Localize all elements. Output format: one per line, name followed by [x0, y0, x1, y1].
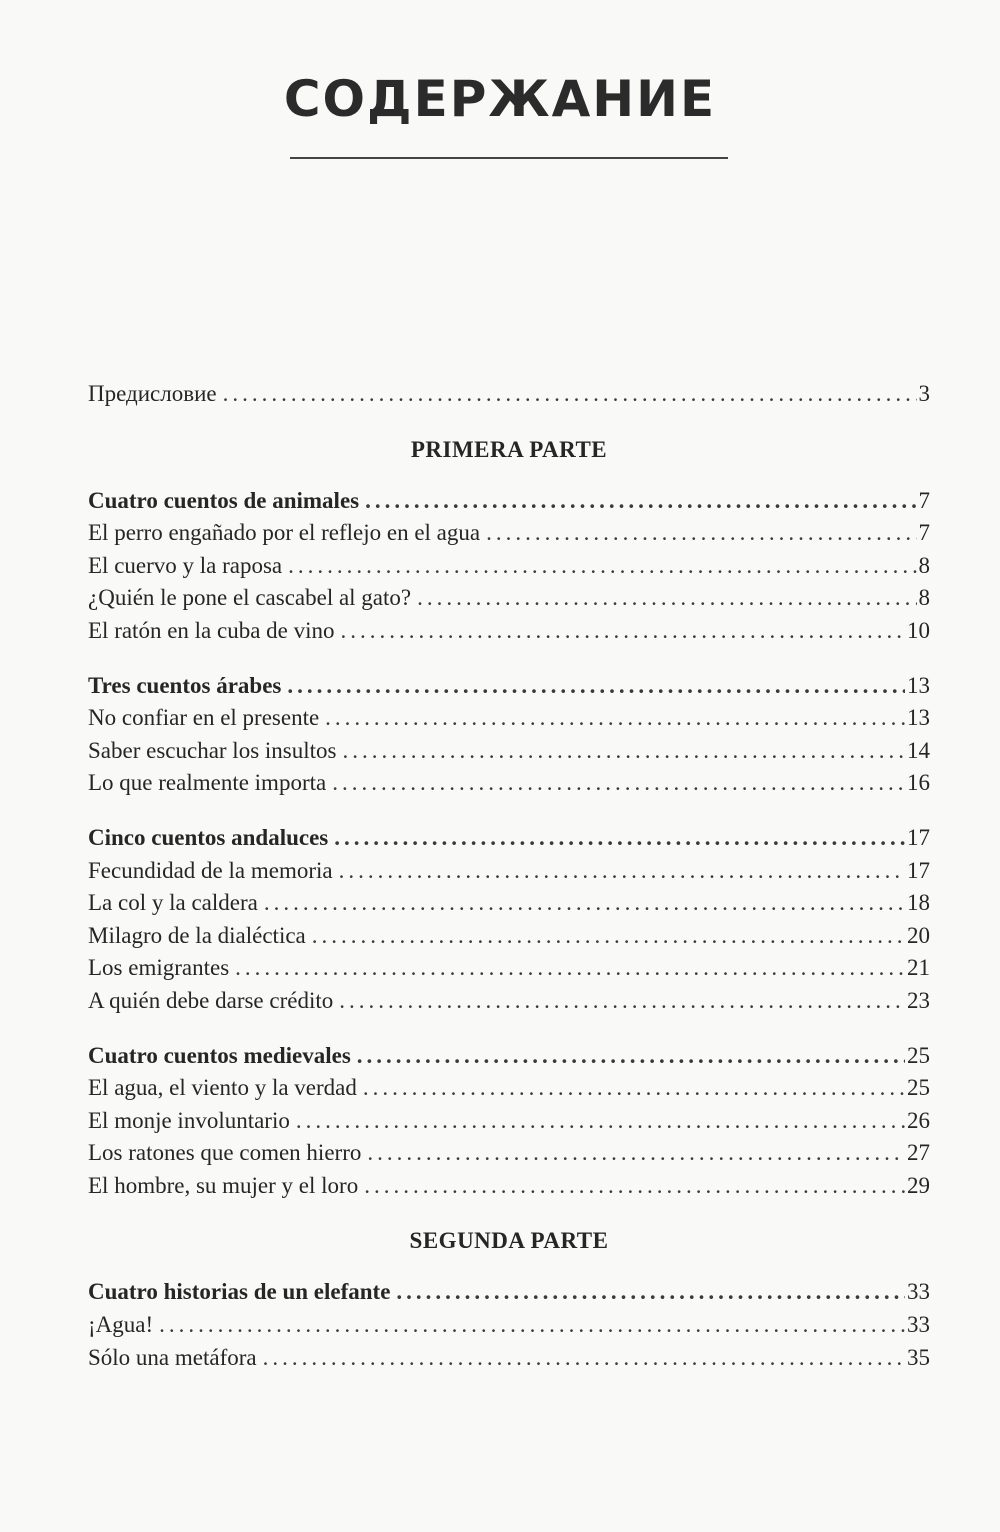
toc-entry-title: Lo que realmente importa [88, 770, 327, 796]
section-spacer [88, 800, 930, 822]
dot-leader [339, 855, 905, 888]
toc-section[interactable] [88, 670, 930, 703]
toc-section-title: Cuatro cuentos medievales [88, 1042, 351, 1068]
toc-entry[interactable] [88, 582, 930, 615]
toc-entry[interactable] [88, 952, 930, 985]
toc-section-title: Cuatro cuentos de animales [88, 487, 360, 513]
dot-leader [264, 887, 905, 920]
toc-entry-page: 25 [907, 1075, 930, 1101]
toc-entry[interactable] [88, 855, 930, 888]
dot-leader [223, 378, 917, 411]
toc-entry-preface[interactable] [88, 378, 930, 411]
dot-leader [312, 920, 905, 953]
toc-entry-page: 10 [907, 617, 930, 643]
toc-entry-title: El cuervo y la raposa [88, 552, 283, 578]
toc-entry[interactable] [88, 985, 930, 1018]
toc-entry-title: Sólo una metáfora [88, 1344, 257, 1370]
dot-leader [296, 1105, 905, 1138]
toc-entry[interactable] [88, 1342, 930, 1375]
dot-leader [363, 1072, 905, 1105]
part-heading: SEGUNDA PARTE [409, 1228, 609, 1254]
toc-entry[interactable] [88, 1072, 930, 1105]
toc-entry-title: Los ratones que comen hierro [88, 1140, 362, 1166]
toc-section-page: 33 [907, 1279, 930, 1305]
section-spacer [88, 1018, 930, 1040]
toc-entry-title: No confiar en el presente [88, 705, 320, 731]
toc-entry-title: El monje involuntario [88, 1107, 290, 1133]
toc-section-title: Cinco cuentos andaluces [88, 824, 329, 850]
toc-section[interactable] [88, 822, 930, 855]
toc-section-page: 25 [907, 1042, 930, 1068]
dot-leader [159, 1309, 905, 1342]
toc-entry[interactable] [88, 1137, 930, 1170]
page-title: СОДЕРЖАНИЕ [283, 70, 717, 128]
dot-leader [365, 485, 916, 518]
dot-leader [339, 985, 905, 1018]
dot-leader [364, 1170, 905, 1203]
toc-entry-page: 18 [907, 890, 930, 916]
toc-entry-page: 35 [907, 1344, 930, 1370]
toc-entry-page: 16 [907, 770, 930, 796]
toc-entry-page: 8 [918, 552, 930, 578]
dot-leader [357, 1040, 905, 1073]
dot-leader [325, 702, 905, 735]
part-heading: PRIMERA PARTE [410, 436, 608, 462]
dot-leader [342, 735, 905, 768]
toc-entry[interactable] [88, 1105, 930, 1138]
toc-entry-title: ¡Agua! [88, 1312, 154, 1338]
toc-entry-page: 14 [907, 737, 930, 763]
toc-entry-page: 27 [907, 1140, 930, 1166]
toc-section-page: 13 [907, 672, 930, 698]
toc-entry-page: 7 [918, 520, 930, 546]
toc-entry-page: 33 [907, 1312, 930, 1338]
table-of-contents [88, 378, 930, 1374]
toc-entry-page: 20 [907, 922, 930, 948]
toc-entry-page: 26 [907, 1107, 930, 1133]
section-spacer [88, 648, 930, 670]
toc-entry-title: Fecundidad de la memoria [88, 857, 333, 883]
toc-entry[interactable] [88, 1309, 930, 1342]
dot-leader [341, 615, 905, 648]
toc-entry-title: Milagro de la dialéctica [88, 922, 306, 948]
dot-leader [367, 1137, 905, 1170]
toc-section[interactable] [88, 1276, 930, 1309]
toc-entry[interactable] [88, 550, 930, 583]
toc-entry-page: 13 [907, 705, 930, 731]
toc-entry-title: Предисловие [88, 381, 217, 406]
toc-entry[interactable] [88, 615, 930, 648]
toc-entry[interactable] [88, 735, 930, 768]
dot-leader [287, 670, 905, 703]
toc-section-title: Tres cuentos árabes [88, 672, 282, 698]
toc-entry-page: 3 [918, 381, 930, 406]
toc-entry[interactable] [88, 887, 930, 920]
toc-section-page: 17 [907, 824, 930, 850]
toc-section-title: Cuatro historias de un elefante [88, 1279, 391, 1305]
toc-entry-title: Saber escuchar los insultos [88, 737, 337, 763]
dot-leader [417, 582, 916, 615]
toc-entry-title: El perro engañado por el reflejo en el agua [88, 520, 481, 546]
toc-entry-title: El ratón en la cuba de vino [88, 617, 335, 643]
toc-entry-page: 29 [907, 1172, 930, 1198]
toc-entry-page: 8 [918, 585, 930, 611]
toc-entry-title: A quién debe darse crédito [88, 987, 334, 1013]
toc-entry-title: El hombre, su mujer y el loro [88, 1172, 359, 1198]
toc-section[interactable] [88, 1040, 930, 1073]
dot-leader [263, 1342, 905, 1375]
dot-leader [332, 767, 905, 800]
toc-entry-title: La col y la caldera [88, 890, 258, 916]
toc-entry[interactable] [88, 517, 930, 550]
toc-section-page: 7 [918, 487, 930, 513]
toc-entry-title: Los emigrantes [88, 955, 230, 981]
toc-entry-page: 17 [907, 857, 930, 883]
toc-entry[interactable] [88, 1170, 930, 1203]
dot-leader [486, 517, 916, 550]
toc-entry-page: 23 [907, 987, 930, 1013]
toc-entry-title: El agua, el viento y la verdad [88, 1075, 357, 1101]
title-underline [290, 157, 728, 159]
toc-entry-title: ¿Quién le pone el cascabel al gato? [88, 585, 412, 611]
toc-entry[interactable] [88, 702, 930, 735]
toc-entry[interactable] [88, 767, 930, 800]
dot-leader [334, 822, 905, 855]
toc-entry-page: 21 [907, 955, 930, 981]
dot-leader [235, 952, 905, 985]
dot-leader [396, 1276, 905, 1309]
toc-section[interactable] [88, 485, 930, 518]
dot-leader [288, 550, 916, 583]
toc-entry[interactable] [88, 920, 930, 953]
